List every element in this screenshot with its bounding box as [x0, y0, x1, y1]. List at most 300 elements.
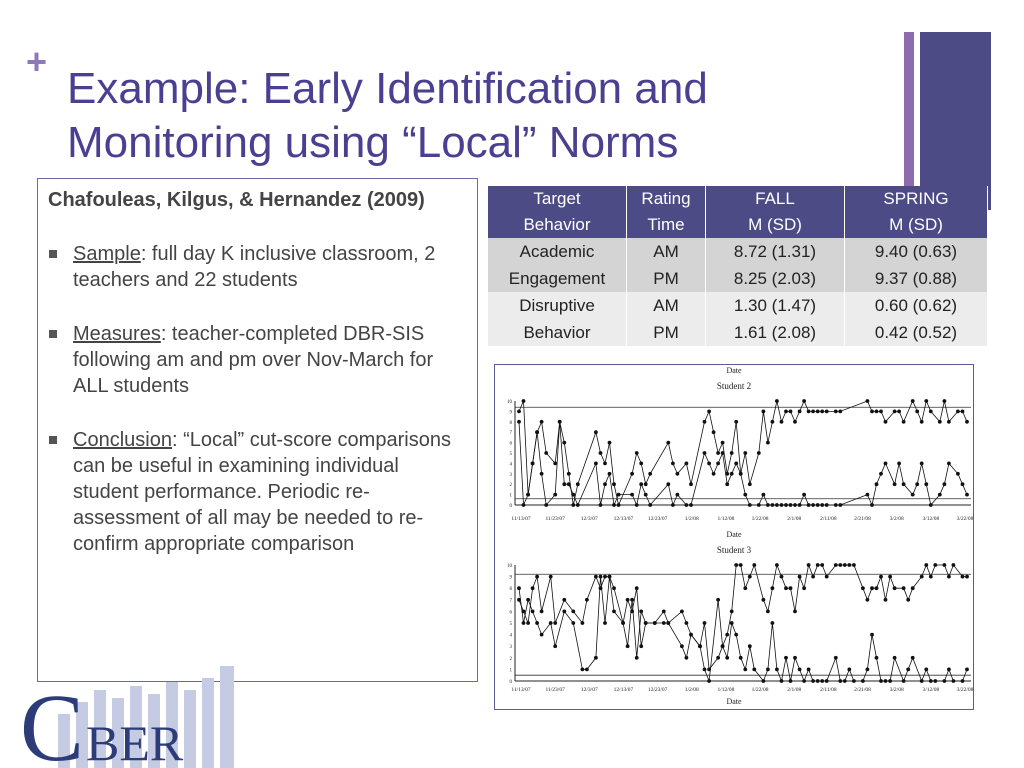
data-point	[875, 410, 879, 414]
data-point	[780, 420, 784, 424]
data-point	[870, 503, 874, 507]
data-point	[594, 462, 598, 466]
y-tick-label: 9	[509, 575, 512, 581]
table-cell: Disruptive	[488, 292, 627, 319]
x-tick-label: 11/13/07	[511, 687, 531, 693]
data-point	[644, 493, 648, 497]
table-row	[488, 238, 988, 265]
table-row	[488, 265, 988, 292]
data-point	[933, 679, 937, 683]
chart-title: Student 2	[716, 381, 752, 391]
bullet-label: Conclusion	[73, 429, 172, 451]
data-point	[540, 420, 544, 424]
y-tick-label: 2	[509, 656, 512, 662]
data-point	[929, 503, 933, 507]
chart-title: Student 3	[716, 545, 752, 555]
data-point	[834, 503, 838, 507]
data-point	[915, 482, 919, 486]
x-tick-label: 1/22/08	[751, 516, 769, 522]
data-point	[535, 575, 539, 579]
bullet-square-icon	[49, 436, 57, 444]
table-cell: 9.40 (0.63)	[845, 238, 988, 265]
data-point	[956, 472, 960, 476]
data-point	[603, 462, 607, 466]
data-point	[866, 399, 870, 403]
table-cell: 1.61 (2.08)	[706, 319, 845, 346]
table-cell: 0.42 (0.52)	[845, 319, 988, 346]
data-point	[807, 410, 811, 414]
data-point	[834, 563, 838, 567]
bullet-conclusion	[48, 427, 467, 557]
data-point	[544, 451, 548, 455]
data-point	[802, 399, 806, 403]
citation-heading: Chafouleas, Kilgus, & Hernandez (2009)	[48, 189, 425, 211]
y-tick-label: 5	[509, 452, 512, 457]
data-point	[802, 493, 806, 497]
data-point	[798, 668, 802, 672]
data-point	[617, 493, 621, 497]
data-point	[689, 503, 693, 507]
data-point	[952, 679, 956, 683]
data-point	[531, 610, 535, 614]
x-tick-label: 1/12/08	[717, 516, 735, 522]
data-point	[567, 472, 571, 476]
data-point	[698, 644, 702, 648]
data-point	[780, 679, 784, 683]
data-point	[599, 503, 603, 507]
x-tick-label: 12/23/07	[647, 516, 668, 522]
data-point	[630, 472, 634, 476]
y-tick-label: 5	[509, 622, 512, 627]
student-charts-figure	[494, 364, 974, 710]
data-point	[526, 598, 530, 602]
x-tick-label: 11/23/07	[545, 687, 565, 693]
data-point	[902, 586, 906, 590]
data-point	[685, 621, 689, 625]
data-point	[947, 668, 951, 672]
y-tick-label: 3	[509, 645, 512, 651]
data-point	[771, 586, 775, 590]
data-point	[716, 451, 720, 455]
bullet-measures	[48, 321, 467, 399]
data-point	[549, 621, 553, 625]
data-point	[816, 679, 820, 683]
table-cell: 1.30 (1.47)	[706, 292, 845, 319]
data-point	[902, 420, 906, 424]
data-point	[639, 644, 643, 648]
cber-logo	[20, 664, 240, 768]
data-point	[766, 441, 770, 445]
y-tick-label: 3	[509, 472, 512, 478]
data-point	[517, 420, 521, 424]
table-cell: PM	[627, 265, 706, 292]
summary-textbox	[37, 178, 478, 682]
data-point	[648, 503, 652, 507]
table-cell: 9.37 (0.88)	[845, 265, 988, 292]
data-point	[676, 472, 680, 476]
data-point	[820, 563, 824, 567]
x-tick-label: 12/23/07	[647, 687, 668, 693]
data-point	[716, 462, 720, 466]
data-point	[739, 656, 743, 660]
data-point	[920, 575, 924, 579]
data-point	[811, 679, 815, 683]
data-point	[531, 462, 535, 466]
data-point	[884, 679, 888, 683]
data-point	[920, 462, 924, 466]
y-tick-label: 10	[507, 564, 512, 569]
data-point	[929, 679, 933, 683]
data-point	[526, 621, 530, 625]
y-tick-label: 8	[509, 420, 512, 426]
data-point	[721, 644, 725, 648]
data-point	[834, 410, 838, 414]
data-point	[712, 430, 716, 434]
data-point	[816, 503, 820, 507]
data-point	[757, 451, 761, 455]
data-point	[766, 503, 770, 507]
x-tick-label: 2/21/08	[854, 687, 871, 693]
data-point	[820, 410, 824, 414]
data-point	[965, 575, 969, 579]
data-point	[608, 575, 612, 579]
data-point	[947, 462, 951, 466]
data-point	[685, 462, 689, 466]
data-point	[775, 503, 779, 507]
data-point	[635, 656, 639, 660]
data-point	[780, 575, 784, 579]
data-point	[920, 679, 924, 683]
decorative-bar-navy	[920, 32, 991, 210]
data-point	[612, 482, 616, 486]
data-point	[915, 410, 919, 414]
data-point	[893, 656, 897, 660]
table-cell: AM	[627, 238, 706, 265]
data-point	[956, 410, 960, 414]
data-point	[553, 644, 557, 648]
data-point	[553, 462, 557, 466]
data-point	[884, 462, 888, 466]
y-tick-label: 0	[509, 504, 512, 509]
table-row	[488, 292, 988, 319]
data-point	[784, 656, 788, 660]
data-point	[581, 621, 585, 625]
data-point	[689, 482, 693, 486]
data-point	[743, 586, 747, 590]
data-point	[943, 563, 947, 567]
data-point	[866, 668, 870, 672]
data-point	[762, 598, 766, 602]
data-point	[734, 633, 738, 637]
data-point	[743, 451, 747, 455]
data-point	[825, 679, 829, 683]
x-tick-label: 11/23/07	[545, 516, 565, 522]
data-point	[847, 668, 851, 672]
data-point	[875, 586, 879, 590]
y-tick-label: 2	[509, 483, 512, 489]
data-point	[571, 493, 575, 497]
bullet-square-icon	[49, 330, 57, 338]
bullet-label: Measures	[73, 323, 161, 345]
data-point	[961, 575, 965, 579]
bullet-text: : teacher-completed DBR-SIS following am and pm over Nov-March for ALL students	[73, 323, 434, 397]
charts-svg	[495, 365, 973, 709]
table-cell: Engagement	[488, 265, 627, 292]
logo-letter-c: C	[20, 674, 85, 768]
data-point	[911, 586, 915, 590]
y-tick-label: 6	[509, 441, 512, 447]
data-point	[938, 493, 942, 497]
data-point	[644, 621, 648, 625]
data-point	[961, 410, 965, 414]
data-point	[685, 656, 689, 660]
x-tick-label: 12/3/07	[580, 687, 598, 693]
data-point	[639, 462, 643, 466]
data-point	[924, 482, 928, 486]
data-point	[838, 410, 842, 414]
table-row	[488, 319, 988, 346]
data-point	[771, 420, 775, 424]
data-point	[671, 462, 675, 466]
x-tick-label: 3/12/08	[922, 687, 940, 693]
x-tick-label: 2/21/08	[854, 516, 871, 522]
series-line	[519, 401, 967, 505]
header-rating-time: Rating Time	[627, 186, 706, 238]
data-point	[653, 621, 657, 625]
data-point	[576, 482, 580, 486]
series-line	[519, 577, 967, 681]
x-tick-label: 2/11/08	[820, 687, 837, 693]
data-point	[648, 472, 652, 476]
data-point	[535, 621, 539, 625]
data-point	[816, 563, 820, 567]
data-point	[562, 598, 566, 602]
chart-date-label: Date	[726, 366, 742, 375]
data-point	[875, 656, 879, 660]
data-point	[662, 621, 666, 625]
data-point	[911, 656, 915, 660]
data-point	[703, 451, 707, 455]
data-point	[553, 493, 557, 497]
chart-date-label: Date	[726, 530, 742, 539]
data-point	[748, 503, 752, 507]
x-tick-label: 3/12/08	[922, 516, 940, 522]
x-tick-label: 3/2/08	[889, 687, 904, 693]
data-point	[843, 679, 847, 683]
x-tick-label: 11/13/07	[511, 516, 531, 522]
data-point	[784, 503, 788, 507]
table-cell: Academic	[488, 238, 627, 265]
slide-title	[67, 62, 867, 170]
data-point	[725, 656, 729, 660]
data-point	[838, 563, 842, 567]
data-point	[721, 441, 725, 445]
data-point	[666, 621, 670, 625]
data-point	[730, 621, 734, 625]
data-point	[789, 586, 793, 590]
data-point	[689, 633, 693, 637]
plus-icon: +	[26, 41, 48, 82]
data-point	[929, 575, 933, 579]
y-tick-label: 6	[509, 610, 512, 616]
data-point	[581, 668, 585, 672]
data-point	[617, 503, 621, 507]
data-point	[820, 503, 824, 507]
data-point	[725, 633, 729, 637]
data-point	[517, 410, 521, 414]
data-point	[743, 668, 747, 672]
data-point	[762, 493, 766, 497]
data-point	[920, 420, 924, 424]
data-point	[793, 610, 797, 614]
data-point	[861, 679, 865, 683]
header-target-behavior: Target Behavior	[488, 186, 627, 238]
y-tick-label: 1	[509, 493, 512, 499]
data-point	[621, 621, 625, 625]
data-point	[730, 451, 734, 455]
data-point	[771, 621, 775, 625]
data-point	[522, 621, 526, 625]
data-point	[612, 586, 616, 590]
data-point	[680, 644, 684, 648]
bullet-square-icon	[49, 250, 57, 258]
y-tick-label: 4	[509, 633, 512, 639]
data-point	[811, 410, 815, 414]
data-point	[943, 399, 947, 403]
data-point	[752, 668, 756, 672]
header-spring: SPRING M (SD)	[845, 186, 988, 238]
title-line-1: Example: Early Identification and	[67, 64, 708, 113]
data-point	[798, 410, 802, 414]
data-point	[875, 482, 879, 486]
data-point	[816, 410, 820, 414]
data-point	[965, 493, 969, 497]
data-point	[852, 679, 856, 683]
x-tick-label: 3/2/08	[889, 516, 904, 522]
data-point	[807, 563, 811, 567]
data-point	[870, 410, 874, 414]
data-point	[599, 575, 603, 579]
data-point	[884, 598, 888, 602]
data-point	[707, 462, 711, 466]
x-tick-label: 12/3/07	[580, 516, 598, 522]
data-point	[943, 482, 947, 486]
data-point	[734, 420, 738, 424]
data-point	[793, 656, 797, 660]
data-point	[838, 503, 842, 507]
data-point	[553, 621, 557, 625]
data-point	[752, 563, 756, 567]
data-point	[888, 575, 892, 579]
data-point	[825, 410, 829, 414]
data-point	[762, 679, 766, 683]
data-point	[893, 410, 897, 414]
title-line-2: Monitoring using “Local” Norms	[67, 118, 679, 167]
data-point	[838, 679, 842, 683]
y-tick-label: 1	[509, 668, 512, 674]
data-point	[734, 563, 738, 567]
data-point	[775, 399, 779, 403]
data-point	[775, 668, 779, 672]
data-point	[947, 420, 951, 424]
y-tick-label: 10	[507, 400, 512, 405]
y-tick-label: 8	[509, 587, 512, 593]
data-point	[771, 503, 775, 507]
data-point	[585, 668, 589, 672]
data-point	[743, 493, 747, 497]
data-point	[847, 563, 851, 567]
data-point	[807, 668, 811, 672]
data-point	[635, 451, 639, 455]
x-tick-label: 12/13/07	[613, 687, 634, 693]
data-point	[540, 472, 544, 476]
data-point	[793, 420, 797, 424]
table-cell: PM	[627, 319, 706, 346]
y-tick-label: 4	[509, 462, 512, 468]
data-point	[522, 503, 526, 507]
bullet-text: : full day K inclusive classroom, 2 teachers and 22 students	[73, 243, 436, 291]
data-point	[825, 503, 829, 507]
data-point	[730, 610, 734, 614]
data-point	[540, 633, 544, 637]
data-point	[780, 503, 784, 507]
data-point	[924, 668, 928, 672]
data-point	[585, 598, 589, 602]
data-point	[562, 610, 566, 614]
data-point	[902, 679, 906, 683]
y-tick-label: 7	[509, 598, 512, 604]
table-cell: 8.72 (1.31)	[706, 238, 845, 265]
table-cell: 8.25 (2.03)	[706, 265, 845, 292]
data-point	[544, 503, 548, 507]
data-point	[730, 472, 734, 476]
data-point	[712, 472, 716, 476]
data-point	[897, 410, 901, 414]
data-point	[965, 668, 969, 672]
data-point	[784, 586, 788, 590]
data-point	[721, 451, 725, 455]
data-point	[522, 399, 526, 403]
x-tick-label: 1/12/08	[717, 687, 735, 693]
data-point	[947, 575, 951, 579]
data-point	[893, 586, 897, 590]
data-point	[594, 575, 598, 579]
data-point	[748, 575, 752, 579]
data-point	[902, 482, 906, 486]
data-point	[906, 598, 910, 602]
series-line	[519, 565, 967, 669]
x-tick-label: 2/11/08	[820, 516, 837, 522]
data-point	[680, 610, 684, 614]
data-point	[789, 410, 793, 414]
data-point	[811, 503, 815, 507]
data-point	[802, 586, 806, 590]
data-point	[802, 679, 806, 683]
data-point	[811, 575, 815, 579]
data-point	[531, 586, 535, 590]
data-point	[526, 493, 530, 497]
chart-date-label: Date	[726, 697, 742, 706]
data-point	[820, 679, 824, 683]
logo-letters-ber: BER	[86, 715, 184, 768]
data-point	[807, 503, 811, 507]
table-cell: AM	[627, 292, 706, 319]
bullet-label: Sample	[73, 243, 141, 265]
data-point	[870, 586, 874, 590]
data-point	[924, 563, 928, 567]
data-point	[952, 563, 956, 567]
data-point	[517, 586, 521, 590]
